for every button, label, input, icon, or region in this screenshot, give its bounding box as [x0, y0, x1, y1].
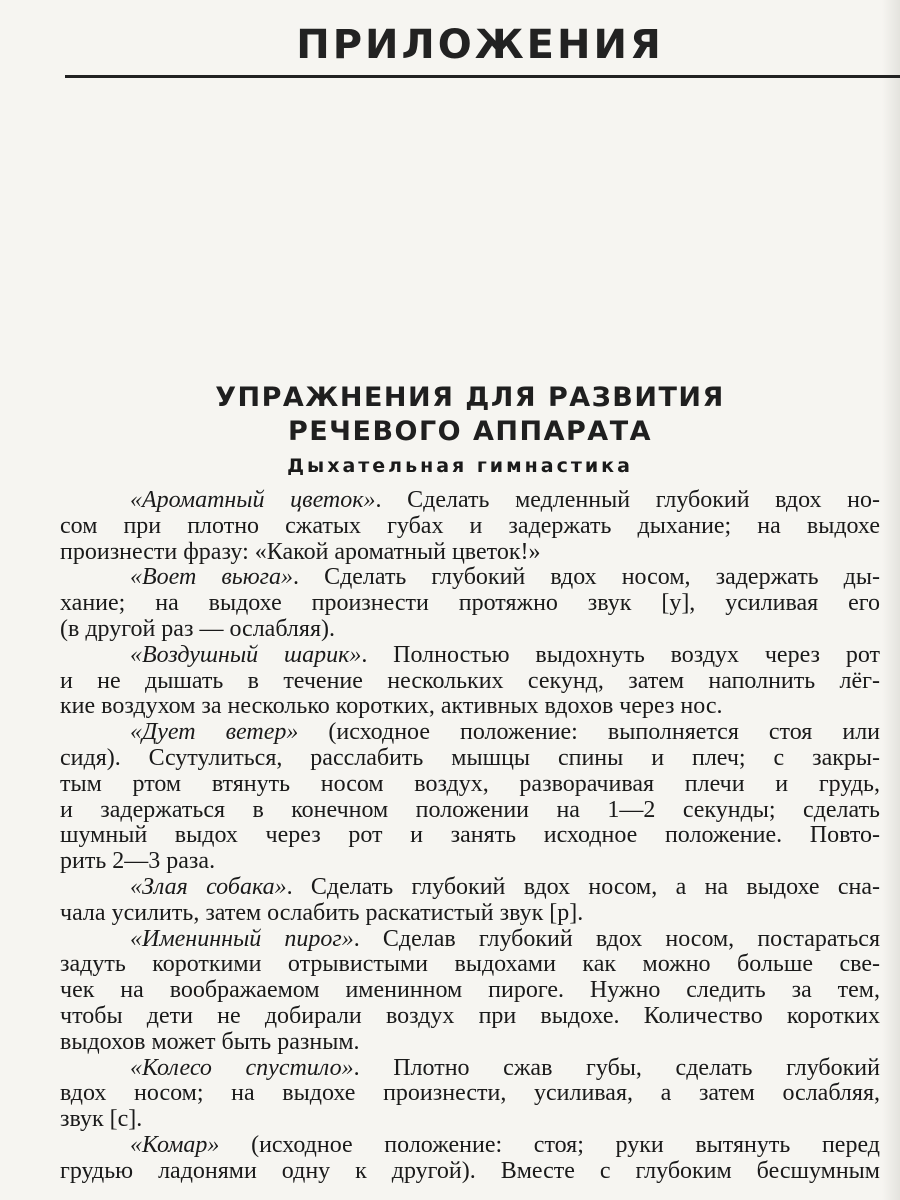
text-line — [60, 952, 880, 978]
text-line — [60, 669, 880, 695]
line-text: выдохов может быть разным. — [60, 1028, 360, 1055]
text-line — [60, 514, 880, 540]
text-line — [60, 1159, 880, 1185]
exercise-paragraph — [60, 720, 880, 875]
exercise-paragraph — [60, 875, 880, 927]
exercise-paragraph — [60, 927, 880, 1056]
line-text: кие воздухом за несколько коротких, активных вдохов через нос. — [60, 693, 723, 720]
text-line — [60, 565, 880, 591]
text-line — [60, 540, 880, 566]
text-line — [60, 1004, 880, 1030]
text-line — [60, 746, 880, 772]
text-line — [60, 798, 880, 824]
page-edge-shadow — [882, 0, 900, 1200]
text-line — [60, 927, 880, 953]
line-text: и задержаться в конечном положении на 1—2 секунды; сделать — [60, 796, 880, 823]
text-line — [60, 1030, 880, 1056]
text-line — [60, 694, 880, 720]
text-line — [60, 875, 880, 901]
line-text: чтобы дети не добирали воздух при выдохе. Количество коротких — [60, 1002, 880, 1029]
line-text: рить 2—3 раза. — [60, 848, 216, 875]
text-line — [60, 488, 880, 514]
text-line — [60, 1133, 880, 1159]
text-line — [60, 591, 880, 617]
header-rule — [65, 75, 900, 78]
line-text: звук [с]. — [60, 1106, 143, 1133]
line-text: . Полностью выдохнуть воздух через рот — [361, 641, 880, 668]
exercise-name: «Колесо спустило» — [130, 1054, 354, 1081]
exercise-name: «Дует ветер» — [130, 719, 299, 746]
line-text: . Сделать медленный глубокий вдох но- — [375, 487, 880, 513]
line-text: (исходное положение: стоя; руки вытянуть перед — [219, 1131, 880, 1158]
line-text: произнести фразу: «Какой ароматный цветок!» — [60, 538, 541, 565]
line-text: вдох носом; на выдохе произнести, усиливая, а затем ослабляя, — [60, 1080, 880, 1107]
line-text: тым ртом втянуть носом воздух, разворачивая плечи и грудь, — [60, 770, 880, 797]
text-line — [60, 772, 880, 798]
line-text: задуть короткими отрывистыми выдохами как можно больше све- — [60, 951, 880, 978]
text-line — [60, 978, 880, 1004]
line-text: чала усилить, затем ослабить раскатистый звук [р]. — [60, 899, 584, 926]
line-text: хание; на выдохе произнести протяжно звук [у], усиливая его — [60, 590, 880, 617]
text-line — [60, 720, 880, 746]
article-title-line-2: РЕЧЕВОГО АППАРАТА — [287, 416, 653, 447]
text-line — [60, 823, 880, 849]
line-text: . Плотно сжав губы, сделать глубокий — [353, 1054, 880, 1081]
line-text: сом при плотно сжатых губах и задержать дыхание; на выдохе — [60, 512, 880, 539]
line-text: чек на воображаемом именинном пироге. Нужно следить за тем, — [60, 977, 880, 1004]
line-text: . Сделав глубокий вдох носом, постараться — [353, 925, 881, 952]
text-line — [60, 849, 880, 875]
line-text: . Сделать глубокий вдох носом, а на выдохе сна- — [286, 873, 881, 900]
exercise-name: «Комар» — [130, 1131, 220, 1158]
section-title: ПРИЛОЖЕНИЯ — [296, 22, 664, 68]
exercise-name: «Воздушный шарик» — [130, 641, 362, 668]
exercise-name: «Злая собака» — [130, 873, 287, 900]
exercise-paragraph — [60, 643, 880, 720]
text-line — [60, 617, 880, 643]
line-text: шумный выдох через рот и занять исходное положение. Повто- — [60, 822, 880, 849]
exercise-paragraph — [60, 1056, 880, 1133]
exercise-name: «Ароматный цветок» — [130, 487, 376, 513]
text-line — [60, 1081, 880, 1107]
exercise-paragraph — [60, 488, 880, 565]
text-line — [60, 901, 880, 927]
line-text: (в другой раз — ослабляя). — [60, 615, 335, 642]
exercise-name: «Воет вьюга» — [130, 564, 294, 591]
line-text: сидя). Ссутулиться, расслабить мышцы спины и плеч; с закры- — [60, 744, 880, 771]
article-body — [60, 488, 880, 1185]
text-line — [60, 1056, 880, 1082]
article-subtitle: Дыхательная гимнастика — [287, 455, 633, 477]
exercise-paragraph — [60, 1133, 880, 1185]
article-title-line-1: УПРАЖНЕНИЯ ДЛЯ РАЗВИТИЯ — [215, 382, 725, 413]
exercise-name: «Именинный пирог» — [130, 925, 354, 952]
text-line — [60, 643, 880, 669]
line-text: грудью ладонями одну к другой). Вместе с глубоким бесшумным — [60, 1157, 880, 1184]
line-text: . Сделать глубокий вдох носом, задержать ды- — [293, 564, 881, 591]
exercise-paragraph — [60, 565, 880, 642]
text-line — [60, 1107, 880, 1133]
line-text: (исходное положение: выполняется стоя или — [298, 719, 881, 746]
line-text: и не дышать в течение нескольких секунд, затем наполнить лёг- — [60, 667, 880, 694]
